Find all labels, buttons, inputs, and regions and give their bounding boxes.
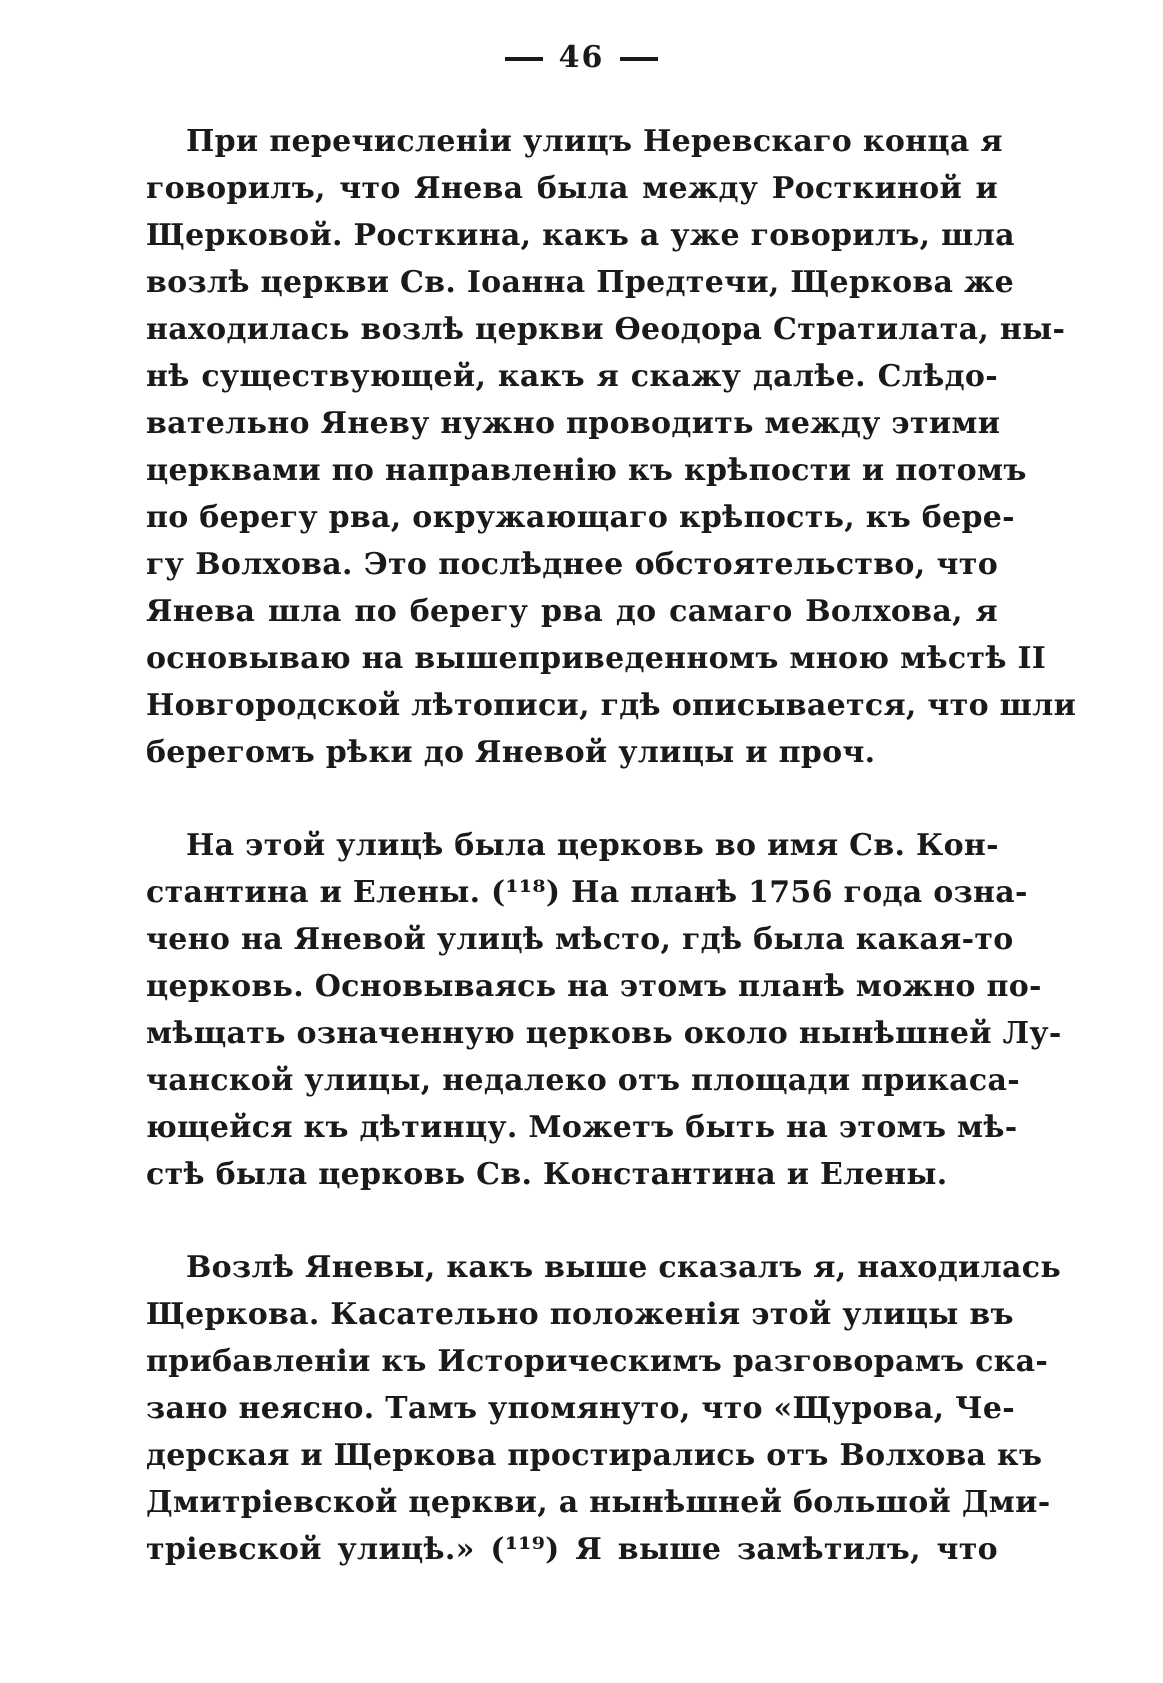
text-line: церковь. Основываясь на этомъ планѣ можно по- bbox=[146, 969, 1042, 1004]
text-line: Щеркова. Касательно положенія этой улицы въ bbox=[146, 1297, 1014, 1332]
text-line: чено на Яневой улицѣ мѣсто, гдѣ была какая-то bbox=[146, 922, 1014, 957]
body-text bbox=[146, 118, 1077, 1619]
text-line: по берегу рва, окружающаго крѣпость, къ бере- bbox=[146, 500, 1015, 535]
text-line: Янева шла по берегу рва до самаго Волхова, я bbox=[146, 594, 998, 629]
text-line: На этой улицѣ была церковь во имя Св. Кон- bbox=[186, 828, 999, 863]
text-line: прибавленіи къ Историческимъ разговорамъ ска- bbox=[146, 1344, 1049, 1379]
text-line: Новгородской лѣтописи, гдѣ описывается, что шли bbox=[146, 688, 1077, 723]
text-line: стантина и Елены. (¹¹⁸) На планѣ 1756 года озна- bbox=[146, 875, 1028, 910]
text-line: основываю на вышеприведенномъ мною мѣстѣ II bbox=[146, 641, 1047, 676]
page-number bbox=[0, 40, 1163, 75]
text-line: Щерковой. Росткина, какъ а уже говорилъ, шла bbox=[146, 218, 1015, 253]
paragraph-3 bbox=[146, 1244, 1061, 1573]
text-line: дерская и Щеркова простирались отъ Волхова къ bbox=[146, 1438, 1043, 1473]
text-line: стѣ была церковь Св. Константина и Елены. bbox=[146, 1157, 948, 1192]
text-line: При перечисленіи улицъ Неревскаго конца я bbox=[186, 124, 1003, 159]
paragraph-2 bbox=[146, 822, 1062, 1198]
right-dash bbox=[620, 57, 658, 61]
text-line: говорилъ, что Янева была между Росткиной и bbox=[146, 171, 998, 206]
text-line: берегомъ рѣки до Яневой улицы и проч. bbox=[146, 735, 876, 770]
text-line: ющейся къ дѣтинцу. Можетъ быть на этомъ мѣ- bbox=[146, 1110, 1018, 1145]
left-dash bbox=[505, 57, 543, 61]
text-line: церквами по направленію къ крѣпости и потомъ bbox=[146, 453, 1027, 488]
text-line: возлѣ церкви Св. Іоанна Предтечи, Щеркова же bbox=[146, 265, 1015, 300]
page-number-text: 46 bbox=[558, 40, 605, 75]
paragraph-1 bbox=[146, 118, 1077, 776]
text-line: вательно Яневу нужно проводить между этими bbox=[146, 406, 1001, 441]
text-line: мѣщать означенную церковь около нынѣшней Лу- bbox=[146, 1016, 1062, 1051]
text-line: зано неясно. Тамъ упомянуто, что «Щурова, Че- bbox=[146, 1391, 1015, 1426]
text-line: Дмитріевской церкви, а нынѣшней большой Дми- bbox=[146, 1485, 1051, 1520]
text-line: находилась возлѣ церкви Ѳеодора Стратилата, ны- bbox=[146, 312, 1066, 347]
text-line: тріевской улицѣ.» (¹¹⁹) Я выше замѣтилъ, что bbox=[146, 1532, 998, 1567]
text-line: гу Волхова. Это послѣднее обстоятельство, что bbox=[146, 547, 998, 582]
text-line: Возлѣ Яневы, какъ выше сказалъ я, находилась bbox=[186, 1250, 1061, 1285]
text-line: чанской улицы, недалеко отъ площади прикаса- bbox=[146, 1063, 1020, 1098]
text-line: нѣ существующей, какъ я скажу далѣе. Слѣдо- bbox=[146, 359, 998, 394]
